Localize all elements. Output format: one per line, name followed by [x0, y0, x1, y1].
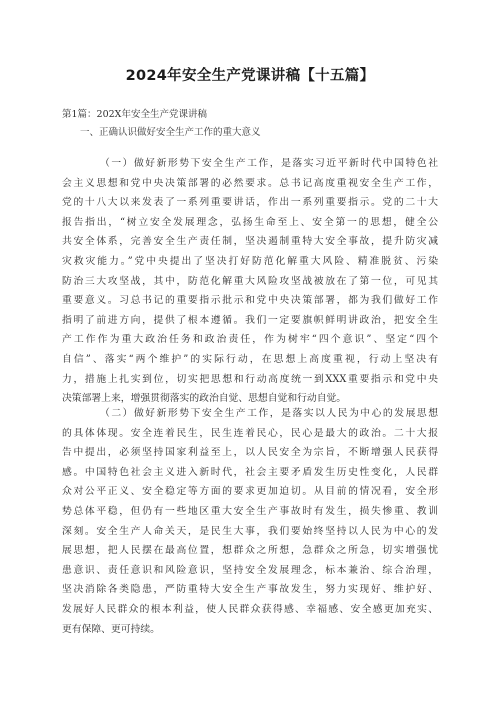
document-title: 2024年安全生产党课讲稿【十五篇】 [125, 68, 375, 84]
paragraph-line: 深刻。安全生产人命关天，是民生大事，我们要始终坚持以人民为中心的发 [62, 525, 438, 537]
paragraph-line: 发展好人民群众的根本利益，使人民群众获得感、幸福感、安全感更加充实、 [62, 603, 438, 615]
paragraph-line: 坚决消除各类隐患，严防重特大安全生产事故发生，努力实现好、维护好、 [62, 584, 438, 596]
paragraph-line: 防治三大攻坚战，其中，防范化解重大风险攻坚战被放在了第一位，可见其 [62, 275, 438, 287]
paragraph-line: 报告指出，“树立安全发展理念，弘扬生命至上、安全第一的思想，健全公 [62, 216, 438, 228]
paragraph-line: 产工作作为重大政治任务和政治责任，作为树牢“四个意识”、坚定“四个 [62, 334, 438, 346]
paragraph-line: （一）做好新形势下安全生产工作，是落实习近平新时代中国特色社 [100, 158, 438, 169]
paragraph-line: 展思想，把人民摆在最高位置，想群众之所想，急群众之所急，切实增强忧 [62, 545, 438, 557]
paragraph-line: 指明了前进方向，提供了根本遵循。我们一定要旗帜鲜明讲政治，把安全生 [62, 314, 438, 326]
sub-heading: 一、正确认识做好安全生产工作的重大意义 [80, 127, 261, 138]
paragraph-line: 决策部署上来，增强贯彻落实的政治自觉、思想自觉和行动自觉。 [62, 393, 347, 405]
paragraph-line: 感。中国特色社会主义进入新时代，社会主要矛盾发生历史性变化，人民群 [62, 466, 438, 478]
paragraph-line: 灾救灾能力。”党中央提出了坚决打好防范化解重大风险、精准脱贫、污染 [62, 255, 438, 267]
paragraph-line: 自信”、落实“两个维护”的实际行动，在思想上高度重视，行动上坚决有 [62, 353, 438, 365]
paragraph-line: 患意识、责任意识和风险意识，坚持安全发展理念，标本兼治、综合治理， [62, 564, 438, 576]
paragraph-line: 的具体体现。安全连着民生，民生连着民心，民心是最大的政治。二十大报 [62, 427, 438, 439]
paragraph-line: 会主义思想和党中央决策部署的必然要求。总书记高度重视安全生产工作， [62, 177, 438, 189]
paragraph-2 [62, 404, 438, 639]
paragraph-line: 重要意义。习总书记的重要指示批示和党中央决策部署，都为我们做好工作 [62, 295, 438, 307]
paragraph-line: 众对公平正义、安全稳定等方面的要求更加迫切。从目前的情况看，安全形 [62, 486, 438, 498]
paragraph-line: 共安全体系，完善安全生产责任制，坚决遏制重特大安全事故，提升防灾减 [62, 236, 438, 248]
paragraph-line: 告中提出，必须坚持国家利益至上，以人民安全为宗旨，不断增强人民获得 [62, 447, 438, 459]
paragraph-line: 力，措施上扎实到位，切实把思想和行动高度统一到XXX重要指示和党中央 [62, 373, 438, 385]
paragraph-line: 党的十八大以来发表了一系列重要讲话，作出一系列重要指示。党的二十大 [62, 197, 438, 209]
paragraph-line: 势总体平稳，但仍有一些地区重大安全生产事故时有发生，损失惨重、教训 [62, 505, 438, 517]
paragraph-line: 更有保障、更可持续。 [62, 623, 160, 635]
paragraph-line: （二）做好新形势下安全生产工作，是落实以人民为中心的发展思想 [100, 408, 438, 419]
section-heading: 第1篇：202X年安全生产党课讲稿 [62, 109, 207, 120]
paragraph-1 [62, 154, 438, 409]
